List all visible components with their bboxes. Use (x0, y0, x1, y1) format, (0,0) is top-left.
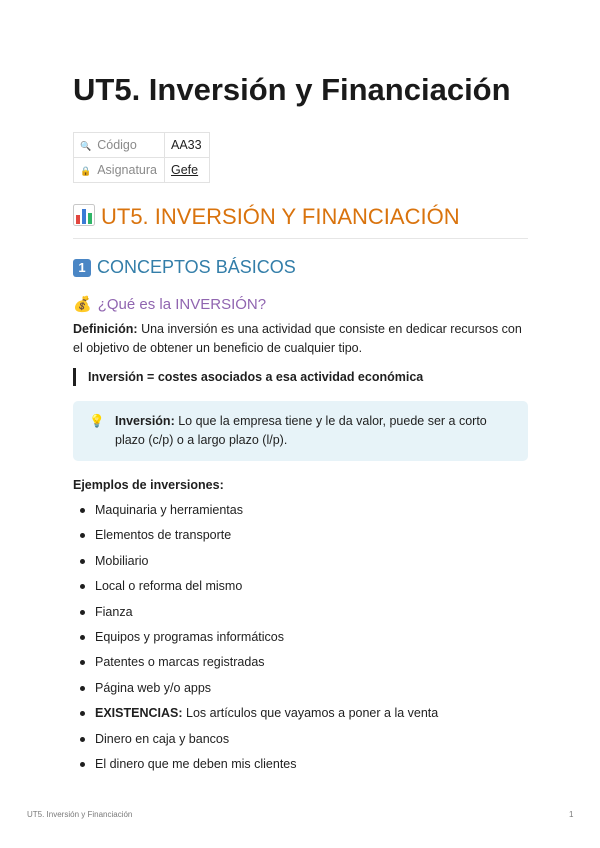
definition-paragraph (73, 320, 528, 358)
list-item: Dinero en caja y bancos (73, 730, 438, 755)
list-item: Elementos de transporte (73, 526, 438, 551)
list-item: Local o reforma del mismo (73, 577, 438, 602)
definition-label: Definición: (73, 322, 138, 336)
callout-text (115, 412, 510, 450)
section-heading-text: UT5. INVERSIÓN Y FINANCIACIÓN (101, 204, 460, 229)
examples-list (73, 501, 438, 780)
callout-label: Inversión: (115, 414, 175, 428)
property-key (74, 133, 165, 158)
question-heading (73, 295, 266, 313)
list-item: El dinero que me deben mis clientes (73, 755, 438, 780)
property-value (165, 158, 210, 183)
list-item: Mobiliario (73, 552, 438, 577)
footer-title: UT5. Inversión y Financiación (27, 810, 133, 819)
property-key-label: Asignatura (97, 163, 157, 177)
callout-body: Lo que la empresa tiene y le da valor, puede ser a corto plazo (c/p) o a largo plazo (l/p). (115, 414, 487, 447)
list-item: EXISTENCIAS: Los artículos que vayamos a poner a la venta (73, 704, 438, 729)
callout-box (73, 401, 528, 461)
asignatura-link[interactable]: Gefe (171, 163, 199, 177)
money-bag-icon: 💰 (73, 296, 92, 313)
section-heading (73, 204, 528, 239)
definition-text: Una inversión es una actividad que consiste en dedicar recursos con el objetivo de obtener un beneficio de cualquier tipo. (73, 322, 522, 355)
keycap-number-icon: 1 (73, 259, 91, 277)
list-item: Maquinaria y herramientas (73, 501, 438, 526)
property-value: AA33 (165, 133, 210, 158)
list-item: Fianza (73, 603, 438, 628)
list-item: Página web y/o apps (73, 679, 438, 704)
list-item: Equipos y programas informáticos (73, 628, 438, 653)
list-item: Patentes o marcas registradas (73, 653, 438, 678)
search-icon: 🔍 (80, 141, 92, 151)
lock-icon: 🔒 (80, 166, 92, 176)
property-key-label: Código (97, 138, 137, 152)
quote-block: Inversión = costes asociados a esa actividad económica (73, 368, 423, 386)
properties-table (73, 132, 210, 183)
examples-title: Ejemplos de inversiones: (73, 478, 224, 492)
subsection-heading-text: CONCEPTOS BÁSICOS (97, 257, 296, 277)
lightbulb-icon: 💡 (89, 414, 105, 428)
page-number: 1 (569, 810, 574, 819)
property-row-codigo (74, 133, 210, 158)
property-key (74, 158, 165, 183)
property-row-asignatura (74, 158, 210, 183)
page-title: UT5. Inversión y Financiación (73, 72, 511, 107)
subsection-heading (73, 257, 296, 278)
question-heading-text: ¿Qué es la INVERSIÓN? (97, 296, 267, 313)
bar-chart-icon (73, 204, 95, 226)
